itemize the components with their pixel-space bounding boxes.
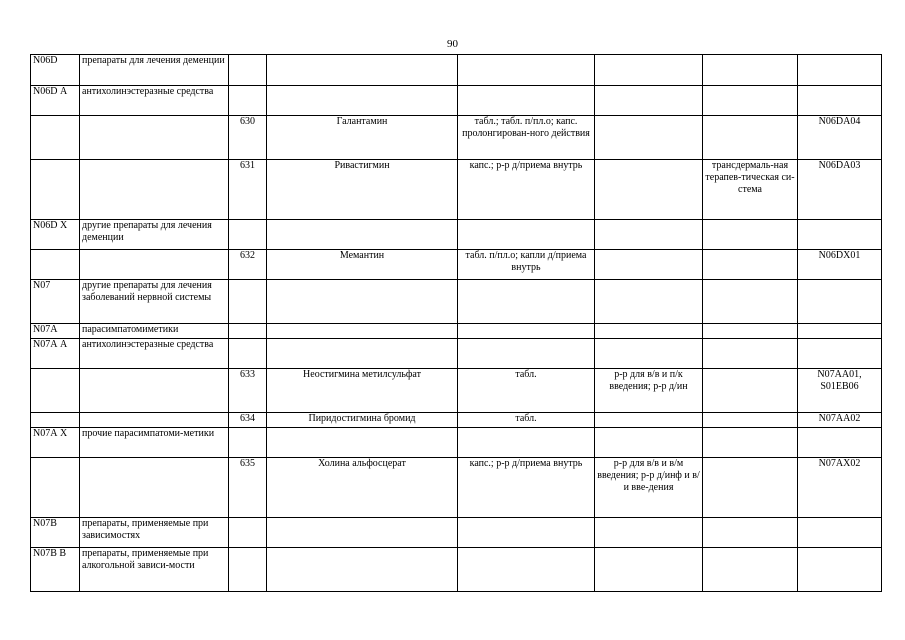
drug-name-cell (267, 428, 458, 458)
table-row (31, 413, 882, 428)
injection-form-cell (595, 518, 703, 548)
table-row (31, 250, 882, 280)
drug-name-cell: Мемантин (267, 250, 458, 280)
atc-group-code-cell: N07А (31, 324, 80, 339)
atc-code-cell (798, 518, 882, 548)
row-number-cell (229, 220, 267, 250)
row-number-cell: 631 (229, 160, 267, 220)
atc-code-cell (798, 86, 882, 116)
injection-form-cell (595, 86, 703, 116)
atc-code-cell (798, 339, 882, 369)
row-number-cell (229, 280, 267, 324)
row-number-cell (229, 324, 267, 339)
other-form-cell: трансдермаль-ная терапев-тическая си-стема (703, 160, 798, 220)
other-form-cell (703, 518, 798, 548)
injection-form-cell (595, 280, 703, 324)
drug-name-cell (267, 339, 458, 369)
group-name-cell: парасимпатомиметики (80, 324, 229, 339)
row-number-cell (229, 339, 267, 369)
other-form-cell (703, 324, 798, 339)
atc-group-code-cell (31, 160, 80, 220)
atc-code-cell: N07AA01, S01EB06 (798, 369, 882, 413)
dosage-form-cell: капс.; р-р д/приема внутрь (458, 458, 595, 518)
drug-name-cell (267, 324, 458, 339)
dosage-form-cell: табл. п/пл.о; капли д/приема внутрь (458, 250, 595, 280)
drug-name-cell (267, 280, 458, 324)
dosage-form-cell: табл. (458, 369, 595, 413)
table-row (31, 55, 882, 86)
atc-group-code-cell (31, 116, 80, 160)
dosage-form-cell: табл.; табл. п/пл.о; капс. пролонгирован-ного действия (458, 116, 595, 160)
drug-name-cell (267, 518, 458, 548)
dosage-form-cell (458, 220, 595, 250)
injection-form-cell: р-р для в/в и в/м введения; р-р д/инф и в/и вве-дения (595, 458, 703, 518)
atc-group-code-cell: N07 (31, 280, 80, 324)
dosage-form-cell (458, 55, 595, 86)
dosage-form-cell (458, 548, 595, 592)
other-form-cell (703, 339, 798, 369)
row-number-cell: 635 (229, 458, 267, 518)
drug-name-cell (267, 220, 458, 250)
atc-code-cell: N06DA03 (798, 160, 882, 220)
table-body (31, 55, 882, 592)
atc-code-cell (798, 428, 882, 458)
injection-form-cell (595, 428, 703, 458)
atc-code-cell (798, 55, 882, 86)
group-name-cell (80, 369, 229, 413)
table-row (31, 369, 882, 413)
other-form-cell (703, 116, 798, 160)
atc-code-cell: N06DA04 (798, 116, 882, 160)
injection-form-cell (595, 413, 703, 428)
dosage-form-cell (458, 86, 595, 116)
table-row (31, 324, 882, 339)
drug-name-cell: Холина альфосцерат (267, 458, 458, 518)
group-name-cell (80, 250, 229, 280)
atc-code-cell (798, 280, 882, 324)
group-name-cell (80, 160, 229, 220)
injection-form-cell (595, 250, 703, 280)
group-name-cell: препараты, применяемые при зависимостях (80, 518, 229, 548)
atc-code-cell (798, 324, 882, 339)
atc-group-code-cell: N07А А (31, 339, 80, 369)
injection-form-cell: р-р для в/в и п/к введения; р-р д/ин (595, 369, 703, 413)
atc-group-code-cell (31, 413, 80, 428)
atc-code-cell: N07AA02 (798, 413, 882, 428)
row-number-cell: 634 (229, 413, 267, 428)
table-row (31, 220, 882, 250)
table-row (31, 280, 882, 324)
other-form-cell (703, 458, 798, 518)
row-number-cell (229, 55, 267, 86)
group-name-cell: другие препараты для лечения деменции (80, 220, 229, 250)
atc-group-code-cell: N06D (31, 55, 80, 86)
drug-name-cell (267, 548, 458, 592)
injection-form-cell (595, 116, 703, 160)
dosage-form-cell: табл. (458, 413, 595, 428)
row-number-cell: 630 (229, 116, 267, 160)
atc-code-cell: N07AX02 (798, 458, 882, 518)
group-name-cell: другие препараты для лечения заболеваний нервной системы (80, 280, 229, 324)
atc-group-code-cell: N07В (31, 518, 80, 548)
group-name-cell: препараты для лечения деменции (80, 55, 229, 86)
atc-code-cell (798, 220, 882, 250)
group-name-cell: антихолинэстеразные средства (80, 339, 229, 369)
atc-code-cell (798, 548, 882, 592)
atc-code-cell: N06DX01 (798, 250, 882, 280)
dosage-form-cell (458, 280, 595, 324)
injection-form-cell (595, 339, 703, 369)
injection-form-cell (595, 324, 703, 339)
drug-name-cell (267, 55, 458, 86)
atc-group-code-cell (31, 250, 80, 280)
table-row (31, 339, 882, 369)
atc-group-code-cell (31, 458, 80, 518)
dosage-form-cell (458, 428, 595, 458)
atc-group-code-cell: N07А Х (31, 428, 80, 458)
drug-name-cell: Пиридостигмина бромид (267, 413, 458, 428)
other-form-cell (703, 220, 798, 250)
table-row (31, 548, 882, 592)
row-number-cell (229, 86, 267, 116)
row-number-cell: 633 (229, 369, 267, 413)
group-name-cell (80, 458, 229, 518)
dosage-form-cell (458, 518, 595, 548)
drug-name-cell: Неостигмина метилсульфат (267, 369, 458, 413)
row-number-cell: 632 (229, 250, 267, 280)
table-row (31, 428, 882, 458)
table-row (31, 160, 882, 220)
dosage-form-cell: капс.; р-р д/приема внутрь (458, 160, 595, 220)
group-name-cell: прочие парасимпатоми-метики (80, 428, 229, 458)
other-form-cell (703, 250, 798, 280)
table-row (31, 458, 882, 518)
row-number-cell (229, 548, 267, 592)
table-row (31, 116, 882, 160)
atc-group-code-cell: N06D А (31, 86, 80, 116)
injection-form-cell (595, 55, 703, 86)
table-row (31, 86, 882, 116)
atc-group-code-cell: N07В В (31, 548, 80, 592)
other-form-cell (703, 428, 798, 458)
other-form-cell (703, 86, 798, 116)
atc-group-code-cell: N06D Х (31, 220, 80, 250)
other-form-cell (703, 413, 798, 428)
group-name-cell: антихолинэстеразные средства (80, 86, 229, 116)
group-name-cell (80, 116, 229, 160)
dosage-form-cell (458, 324, 595, 339)
table-row (31, 518, 882, 548)
page-number: 90 (447, 38, 458, 50)
other-form-cell (703, 548, 798, 592)
group-name-cell (80, 413, 229, 428)
dosage-form-cell (458, 339, 595, 369)
other-form-cell (703, 55, 798, 86)
atc-group-code-cell (31, 369, 80, 413)
group-name-cell: препараты, применяемые при алкогольной зависи-мости (80, 548, 229, 592)
drug-name-cell: Ривастигмин (267, 160, 458, 220)
row-number-cell (229, 428, 267, 458)
injection-form-cell (595, 548, 703, 592)
drug-table (30, 54, 882, 592)
drug-name-cell (267, 86, 458, 116)
drug-name-cell: Галантамин (267, 116, 458, 160)
other-form-cell (703, 280, 798, 324)
injection-form-cell (595, 220, 703, 250)
row-number-cell (229, 518, 267, 548)
other-form-cell (703, 369, 798, 413)
injection-form-cell (595, 160, 703, 220)
